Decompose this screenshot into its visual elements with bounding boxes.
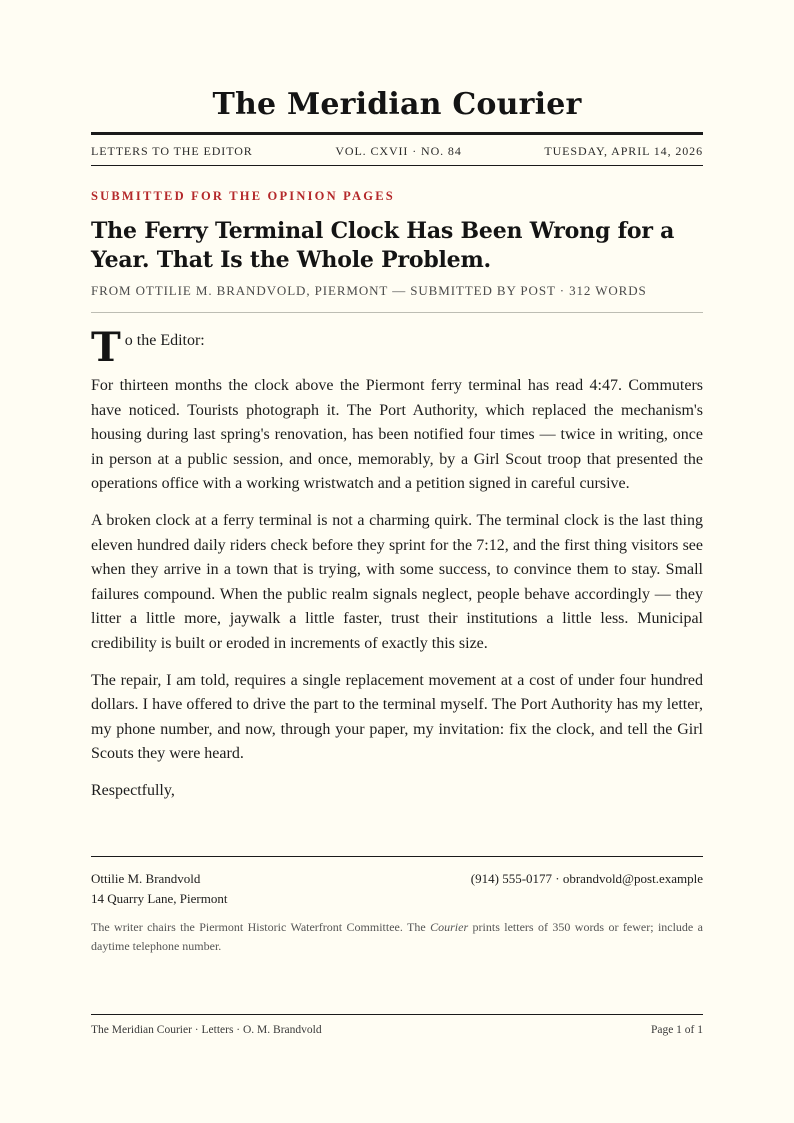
salutation <box>91 324 703 371</box>
page-footer <box>91 1022 703 1038</box>
masthead-title: The Meridian Courier <box>212 87 582 122</box>
footer-rule <box>91 1014 703 1015</box>
headline: The Ferry Terminal Clock Has Been Wrong for a Year. That Is the Whole Problem. <box>91 218 675 273</box>
signoff: Respectfully, <box>91 781 175 799</box>
signature-rule <box>91 856 703 857</box>
byline-rule <box>91 312 703 313</box>
body-paragraph: A broken clock at a ferry terminal is not a charming quirk. The terminal clock is the last thing eleven hundred daily riders check before they sprint for the 7:12, and the first thing visitors see when they arrive in a town that is trying, with some success, to convince them to stay. Small failures compound. When the public realm signals neglect, people behave accordingly — they litter a little more, jaywalk a little faster, trust their institutions a little less. Municipal credibility is built or eroded in increments of exactly this size. <box>91 511 703 652</box>
editor-note <box>91 918 703 956</box>
issue-date: TUESDAY, APRIL 14, 2026 <box>544 144 703 158</box>
dateline <box>91 143 703 159</box>
signature-block <box>91 869 703 909</box>
drop-cap: T <box>91 324 121 371</box>
writer-contact: (914) 555-0177 · obrandvold@post.example <box>470 871 703 886</box>
section-label: LETTERS TO THE EDITOR <box>91 144 253 158</box>
footer-credit: The Meridian Courier · Letters · O. M. Brandvold <box>91 1024 322 1036</box>
masthead-rule <box>91 132 703 135</box>
volume-label: VOL. CXVII · NO. 84 <box>335 144 462 158</box>
writer-address: 14 Quarry Lane, Piermont <box>91 891 228 906</box>
body-paragraph: The repair, I am told, requires a single replacement movement at a cost of under four hundred dollars. I have offered to drive the part to the terminal myself. The Port Authority has my letter, my phone number, and now, through your paper, my invitation: fix the clock, and tell the Girl Scouts they were heard. <box>91 671 703 763</box>
note-publication-name: Courier <box>430 920 469 934</box>
kicker: SUBMITTED FOR THE OPINION PAGES <box>91 189 395 203</box>
byline: FROM OTTILIE M. BRANDVOLD, PIERMONT — SUBMITTED BY POST · 312 WORDS <box>91 283 647 298</box>
writer-name: Ottilie M. Brandvold <box>91 871 201 886</box>
dateline-rule <box>91 165 703 166</box>
letter-body <box>91 374 703 816</box>
salutation-text: o the Editor: <box>124 332 205 349</box>
body-paragraph: For thirteen months the clock above the Piermont ferry terminal has read 4:47. Commuters have noticed. Tourists photograph it. The Port Authority, which replaced the mechanism's housing during last spring's renovation, has been notified four times — twice in writing, once in person at a public session, and once, memorably, by a Girl Scout troop that presented the operations office with a working wristwatch and a petition signed in careful cursive. <box>91 377 703 493</box>
page-number: Page 1 of 1 <box>650 1024 703 1036</box>
note-text-after: prints letters of 350 words or fewer; include a daytime telephone number. <box>91 920 703 953</box>
note-text-before: The writer chairs the Piermont Historic Waterfront Committee. The <box>91 920 431 934</box>
